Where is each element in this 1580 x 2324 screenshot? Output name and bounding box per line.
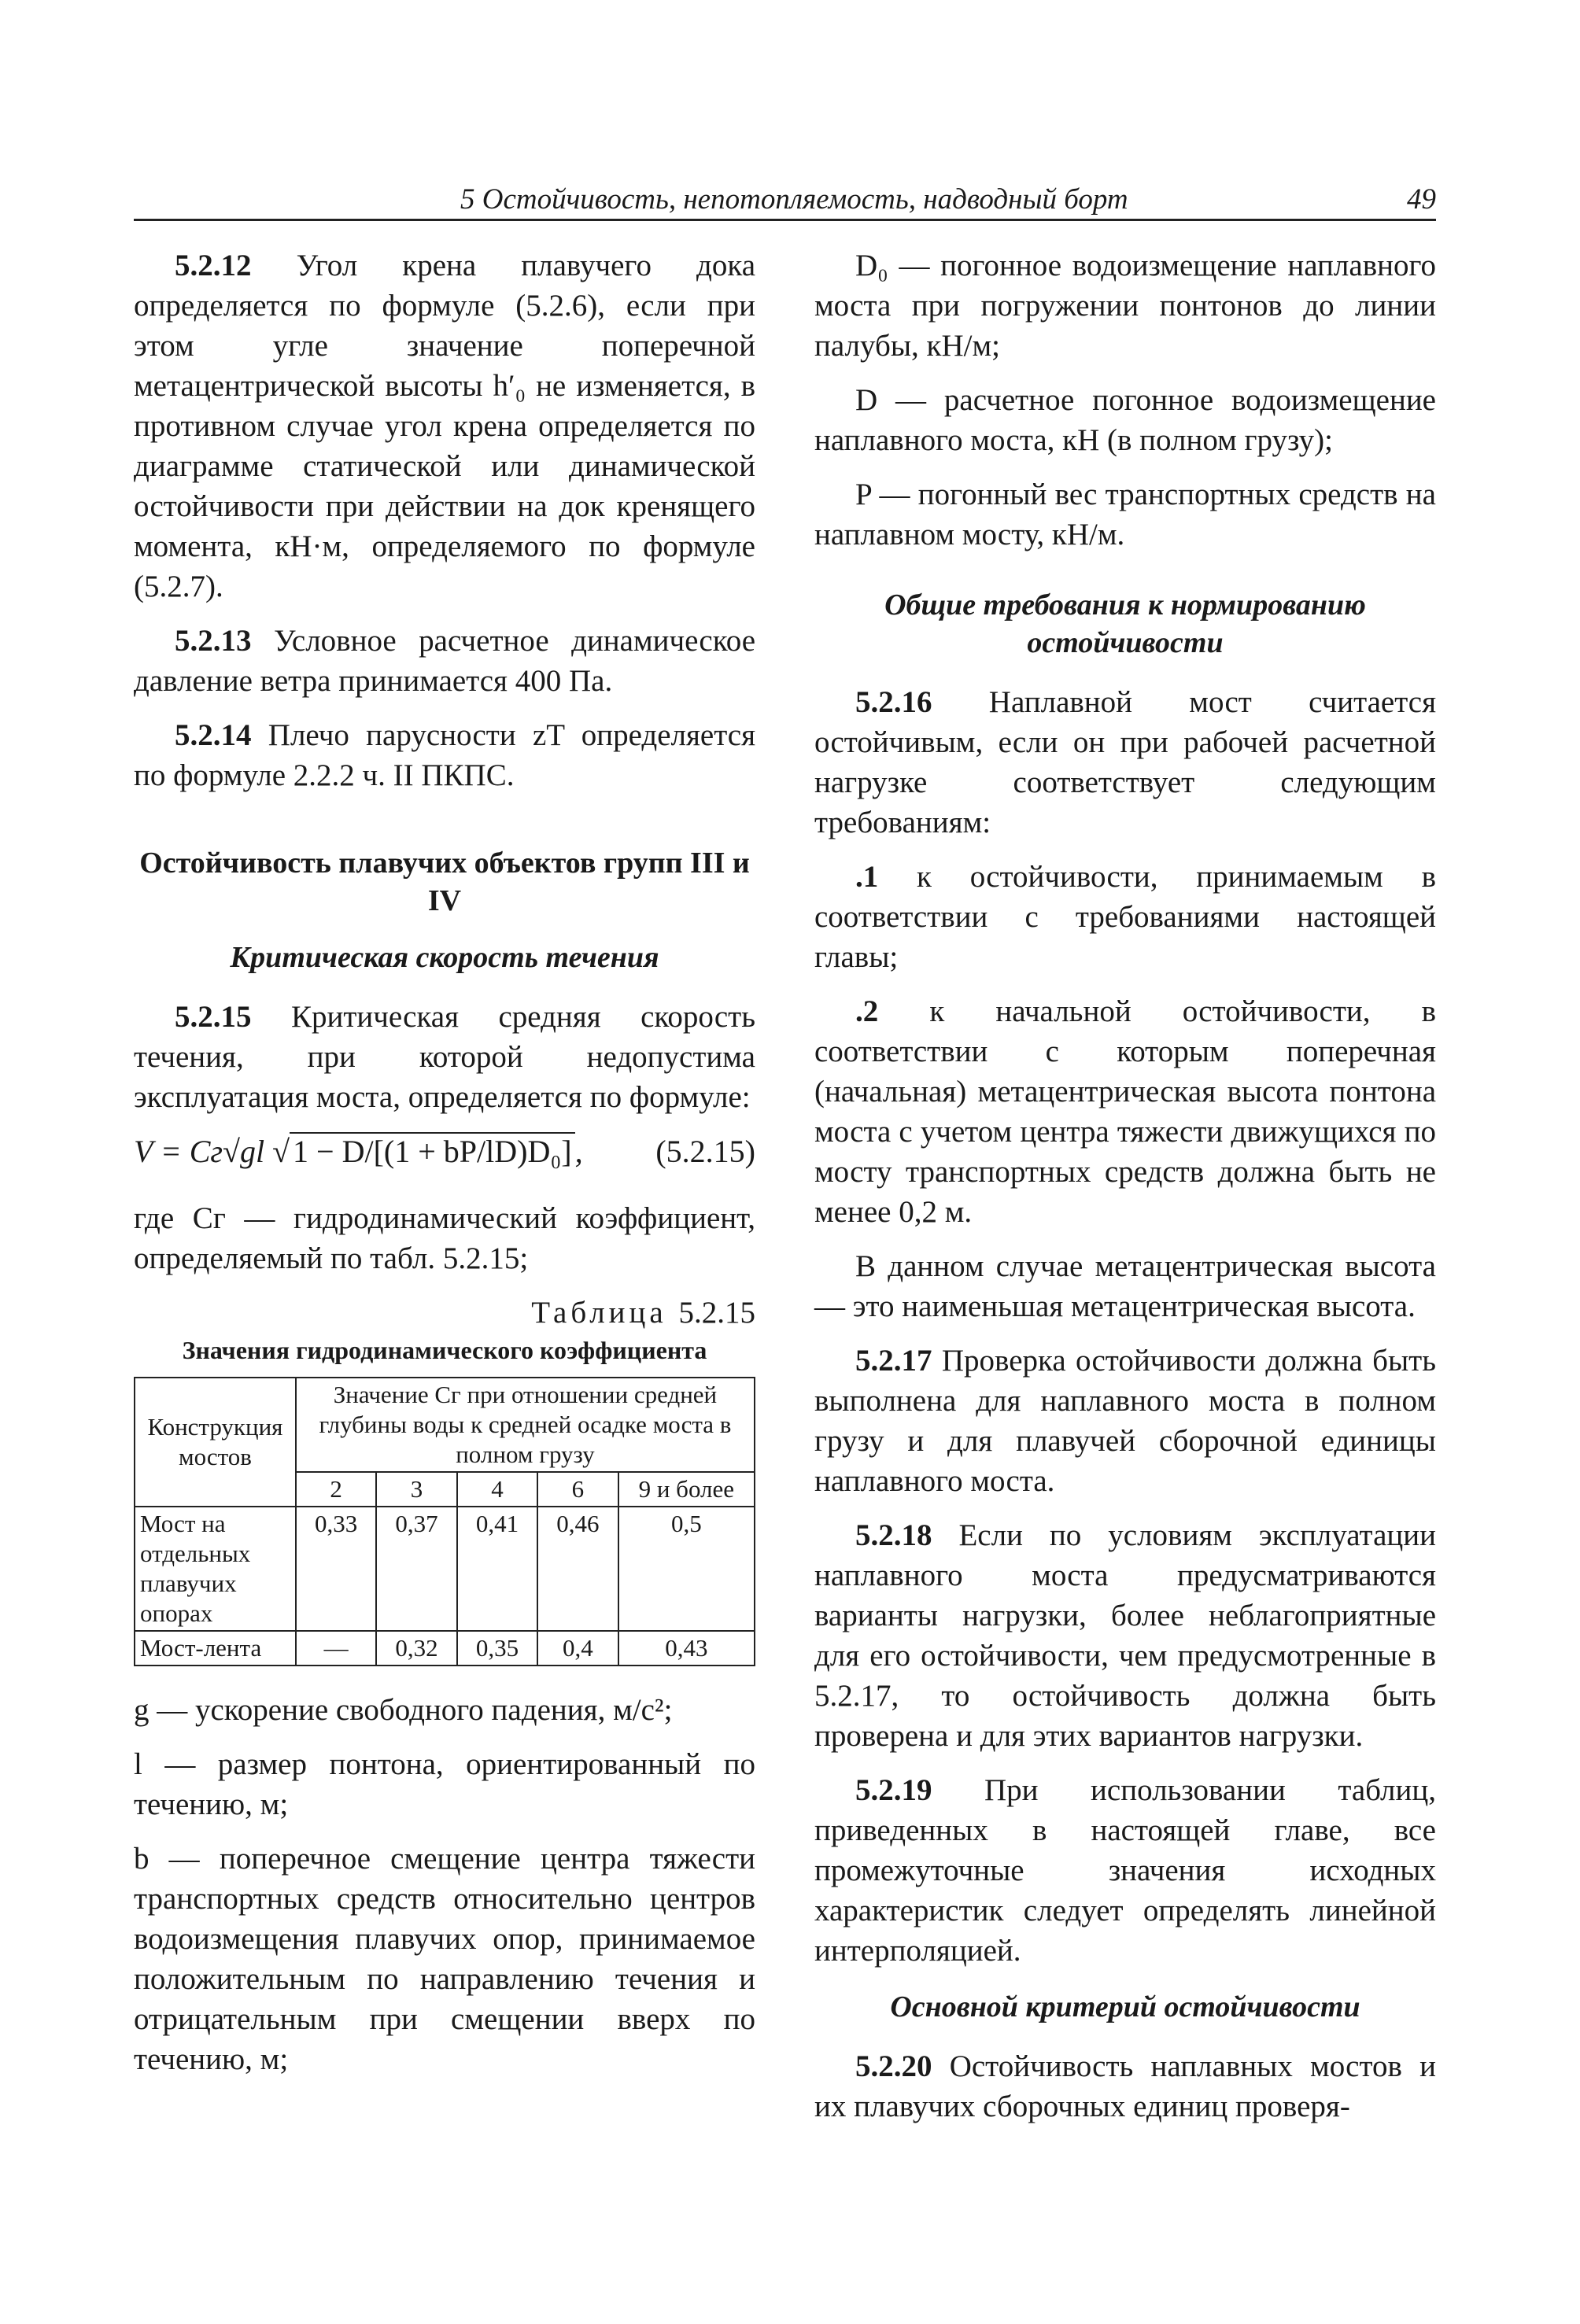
right-column [814,245,1436,2141]
formula-number: (5.2.15) [655,1134,755,1169]
clause-number: 5.2.17 [855,1344,932,1378]
paragraph-text: Проверка остойчивости должна быть выполнена для наплавного моста в полном грузу и для плавучей сборочной единицы наплавного моста. [814,1344,1436,1498]
table-cell: 0,5 [618,1507,755,1631]
table-cell: — [296,1631,376,1666]
paragraph-text: Угол крена плавучего дока определяется по формуле (5.2.6), если при этом угле значение поперечной метацентрической высоты h′₀ не изменяется, в противном случае угол крена определяется по диаграмме статической или динамической остойчивости при действии на док кренящего момента, кН·м, определяемого по формуле (5.2.7). [134,249,756,603]
formula-tail: , [574,1134,583,1169]
table-header-row [135,1378,755,1472]
paragraph-5-2-15 [134,997,755,1117]
formula-radicand: 1 − D/[(1 + bP/lD)D₀] [290,1132,575,1169]
table-caption-number: 5.2.15 [678,1296,755,1330]
paragraph-5-2-18 [814,1515,1436,1756]
running-title: 5 Остойчивость, непотопляемость, надводный борт [460,183,1128,216]
table-subheader: 4 [457,1472,537,1507]
table-cell: 0,32 [376,1631,456,1666]
paragraph-5-2-19 [814,1770,1436,1971]
paragraph-text: Критическая средняя скорость течения, при которой недопустима эксплуатация моста, определяется по формуле: [134,1000,755,1114]
table-header-construction: Конструкция мостов [135,1378,296,1507]
table-title: Значения гидродинамического коэффициента [182,1336,707,1364]
table-cell: 0,41 [457,1507,537,1631]
clause-number: 5.2.12 [175,249,252,282]
formula-expression: V = Cг√gl √ 1 − D/[(1 + bP/lD)D₀] , [134,1134,583,1169]
table-subheader: 6 [537,1472,618,1507]
table-row [135,1507,755,1631]
document-page [134,181,1436,2258]
paragraph-text: Плечо парусности zT определяется по формуле 2.2.2 ч. II ПКПС. [134,718,756,792]
table-caption-word: Таблица [531,1296,667,1330]
clause-number: 5.2.16 [855,685,932,719]
paragraph-text: При использовании таблиц, приведенных в настоящей главе, все промежуточные значения исходных характеристик следует определять линейной интерполяцией. [814,1773,1437,1968]
list-item-number: .2 [855,994,879,1028]
paragraph-text: Остойчивость наплавных мостов и их плавучих сборочных единиц проверя- [814,2049,1436,2123]
page-number: 49 [1407,183,1436,216]
clause-number: 5.2.14 [175,718,252,752]
paragraph-note: В данном случае метацентрическая высота — это наименьшая метацентрическая высота. [814,1249,1436,1323]
table-cell: 0,46 [537,1507,618,1631]
table-header-group: Значение Cг при отношении средней глубины воды к средней осадке моста в полном грузу [296,1378,755,1472]
list-item-2 [814,991,1436,1232]
clause-number: 5.2.13 [175,624,252,658]
table-caption [134,1293,755,1333]
hydrodynamic-coefficient-table [134,1377,755,1666]
table-cell-name: Мост-лента [135,1631,296,1666]
definition-b: b — поперечное смещение центра тяжести транспортных средств относительно центров водоизмещения плавучих опор, принимаемое положительным по направлению течения и отрицательным при смещении вверх по течению, м; [134,1842,755,2076]
list-item-1 [814,857,1436,977]
paragraph-5-2-13 [134,621,755,701]
clause-number: 5.2.20 [855,2049,932,2083]
paragraph-5-2-12 [134,245,755,607]
table-subheader: 2 [296,1472,376,1507]
table-cell: 0,43 [618,1631,755,1666]
table-cell: 0,35 [457,1631,537,1666]
subsection-heading-main-criterion: Основной критерий остойчивости [890,1990,1360,2023]
paragraph-5-2-20 [814,2046,1436,2127]
list-item-number: .1 [855,860,879,894]
clause-number: 5.2.15 [175,1000,252,1034]
running-header [134,181,1436,221]
clause-number: 5.2.19 [855,1773,932,1807]
table-cell: 0,4 [537,1631,618,1666]
paragraph-text: Если по условиям эксплуатации наплавного моста предусматриваются варианты нагрузки, более неблагоприятные для его остойчивости, чем предусмотренные в 5.2.17, то остойчивость должна быть проверена и для этих вариантов нагрузки. [814,1518,1437,1753]
definition-l: l — размер понтона, ориентированный по течению, м; [134,1747,755,1821]
definition-d: D — расчетное погонное водоизмещение наплавного моста, кН (в полном грузу); [814,383,1436,457]
list-item-text: к остойчивости, принимаемым в соответствии с требованиями настоящей главы; [814,860,1437,974]
list-item-text: к начальной остойчивости, в соответствии с которым поперечная (начальная) метацентрическая высота понтона моста с учетом центра тяжести движущихся по мосту транспортных средств должна быть не менее 0,2 м. [814,994,1436,1229]
subsection-heading-critical-speed: Критическая скорость течения [230,941,659,974]
table-subheader: 3 [376,1472,456,1507]
paragraph-text: Условное расчетное динамическое давление ветра принимается 400 Па. [134,624,755,698]
table-cell: 0,33 [296,1507,376,1631]
paragraph-5-2-16 [814,682,1436,843]
table-row [135,1631,755,1666]
left-column [134,245,755,2093]
subsection-heading-general: Общие требования к нормированию остойчивости [884,588,1366,659]
table-cell: 0,37 [376,1507,456,1631]
definition-p: P — погонный вес транспортных средств на наплавном мосту, кН/м. [814,478,1436,551]
paragraph-5-2-17 [814,1341,1436,1501]
clause-number: 5.2.18 [855,1518,932,1552]
formula-lhs: V = Cг√gl [134,1134,265,1169]
section-heading-groups: Остойчивость плавучих объектов групп III и IV [139,847,750,917]
paragraph-5-2-14 [134,715,755,795]
definition-g: g — ускорение свободного падения, м/с²; [134,1693,673,1727]
formula-5-2-15 [134,1131,755,1171]
paragraph-where: где Cг — гидродинамический коэффициент, определяемый по табл. 5.2.15; [134,1201,755,1275]
paragraph-text: Наплавной мост считается остойчивым, если он при рабочей расчетной нагрузке соответствует следующим требованиям: [814,685,1437,839]
table-subheader: 9 и более [618,1472,755,1507]
definition-d0: D₀ — погонное водоизмещение наплавного моста при погружении понтонов до линии палубы, кН/м; [814,249,1436,363]
table-cell-name: Мост на отдельных плавучих опорах [135,1507,296,1631]
